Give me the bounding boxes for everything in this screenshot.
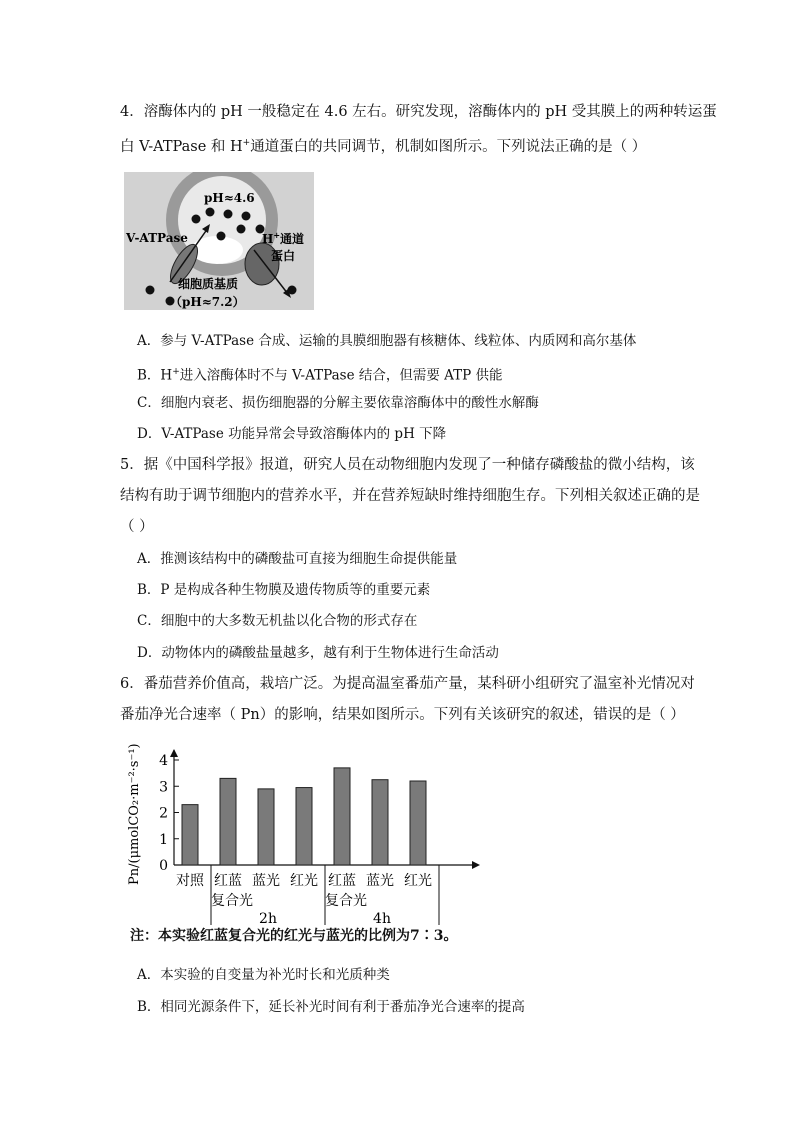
q4-stem-line2 [120,133,646,157]
pn-bar-chart [124,738,484,928]
ph-inside-label: pH≈4.6 [204,191,255,205]
x-category-label: 红蓝 [214,873,242,889]
q4-option-b [137,362,503,386]
bar [372,780,388,865]
q6-option-b: B．相同光源条件下，延长补光时间有利于番茄净光合速率的提高 [137,999,525,1015]
cytoplasm-label: 细胞质基质 [178,277,239,291]
q5-option-d: D．动物体内的磷酸盐量越多，越有利于生物体进行生命活动 [137,645,499,661]
q6-option-a: A．本实验的自变量为补光时长和光质种类 [137,967,390,983]
q5-option-b: B．P 是构成各种生物膜及遗传物质等的重要元素 [137,582,431,598]
q5-option-c: C．细胞中的大多数无机盐以化合物的形式存在 [137,613,418,629]
q5-stem-line1: 5．据《中国科学报》报道，研究人员在动物细胞内发现了一种储存磷酸盐的微小结构，该 [120,457,695,473]
x-category-label: 红蓝 [328,873,356,889]
x-category-label: 蓝光 [366,873,394,889]
q5-option-a: A．推测该结构中的磷酸盐可直接为细胞生命提供能量 [137,551,458,567]
x-category-label-line2: 复合光 [211,893,253,909]
x-category-label: 红光 [404,873,432,889]
q6-chart-note: 注：本实验红蓝复合光的红光与蓝光的比例为7∶3。 [130,928,458,944]
y-tick-label: 1 [159,831,168,848]
x-category-label: 蓝光 [252,873,280,889]
q4-option-c: C．细胞内衰老、损伤细胞器的分解主要依靠溶酶体中的酸性水解酶 [137,395,539,411]
lysosome-figure [124,172,314,310]
h-channel-label-line2: 蛋白 [271,249,296,263]
q4-option-a: A．参与 V-ATPase 合成、运输的具膜细胞器有核糖体、线粒体、内质网和高尔基体 [137,333,637,349]
bar [182,805,198,865]
q4-option-b-sup: + [172,367,180,377]
x-category-label-line2: 复合光 [325,893,367,909]
cytoplasm-ph-label: （pH≈7.2） [170,295,245,309]
proton-dot [217,232,226,241]
proton-dot [242,212,251,221]
y-tick-label: 0 [159,858,168,874]
q4-option-b-post: 进入溶酶体时不与 V-ATPase 结合，但需要 ATP 供能 [179,367,503,384]
x-category-label: 对照 [176,873,204,889]
y-axis-arrow [170,749,178,757]
proton-dot [237,225,246,234]
x-category-label: 红光 [290,873,318,889]
y-tick-label: 2 [159,805,168,822]
proton-dot [224,210,233,219]
x-group-label: 2h [259,911,277,927]
proton-dot [192,215,201,224]
v-atpase-label: V-ATPase [126,231,188,245]
bar [258,789,274,865]
x-axis-arrow [472,861,480,869]
q6-stem-line1: 6．番茄营养价值高，栽培广泛。为提高温室番茄产量，某科研小组研究了温室补光情况对 [120,676,695,692]
q4-stem-line2-a: 白 V-ATPase 和 H [120,138,243,155]
bar [410,781,426,865]
x-group-label: 4h [373,911,391,927]
q4-stem-line2-b: 通道蛋白的共同调节，机制如图所示。下列说法正确的是（ ） [250,138,647,155]
q5-stem-line2: 结构有助于调节细胞内的营养水平，并在营养短缺时维持细胞生存。下列相关叙述正确的是 [120,488,700,504]
y-axis-label: Pn/(μmolCO₂·m⁻²·s⁻¹) [127,743,142,885]
q6-stem-line2: 番茄净光合速率（ Pn）的影响，结果如图所示。下列有关该研究的叙述，错误的是（ ） [120,707,685,723]
q4-stem-line1: 4．溶酶体内的 pH 一般稳定在 4.6 左右。研究发现，溶酶体内的 pH 受其膜上的两种转运蛋 [120,104,717,120]
proton-dot [146,286,155,295]
bar [334,768,350,865]
h-channel-label: H+通道 [262,230,305,246]
bar [296,788,312,865]
proton-dot [206,208,215,217]
y-tick-label: 4 [159,753,168,769]
q4-stem-sup: + [242,138,251,148]
q5-stem-line3: （ ） [120,519,154,535]
bar [220,778,236,865]
q4-option-d: D．V-ATPase 功能异常会导致溶酶体内的 pH 下降 [137,426,447,442]
q4-option-b-pre: B．H [137,367,173,384]
y-tick-label: 3 [159,779,168,796]
